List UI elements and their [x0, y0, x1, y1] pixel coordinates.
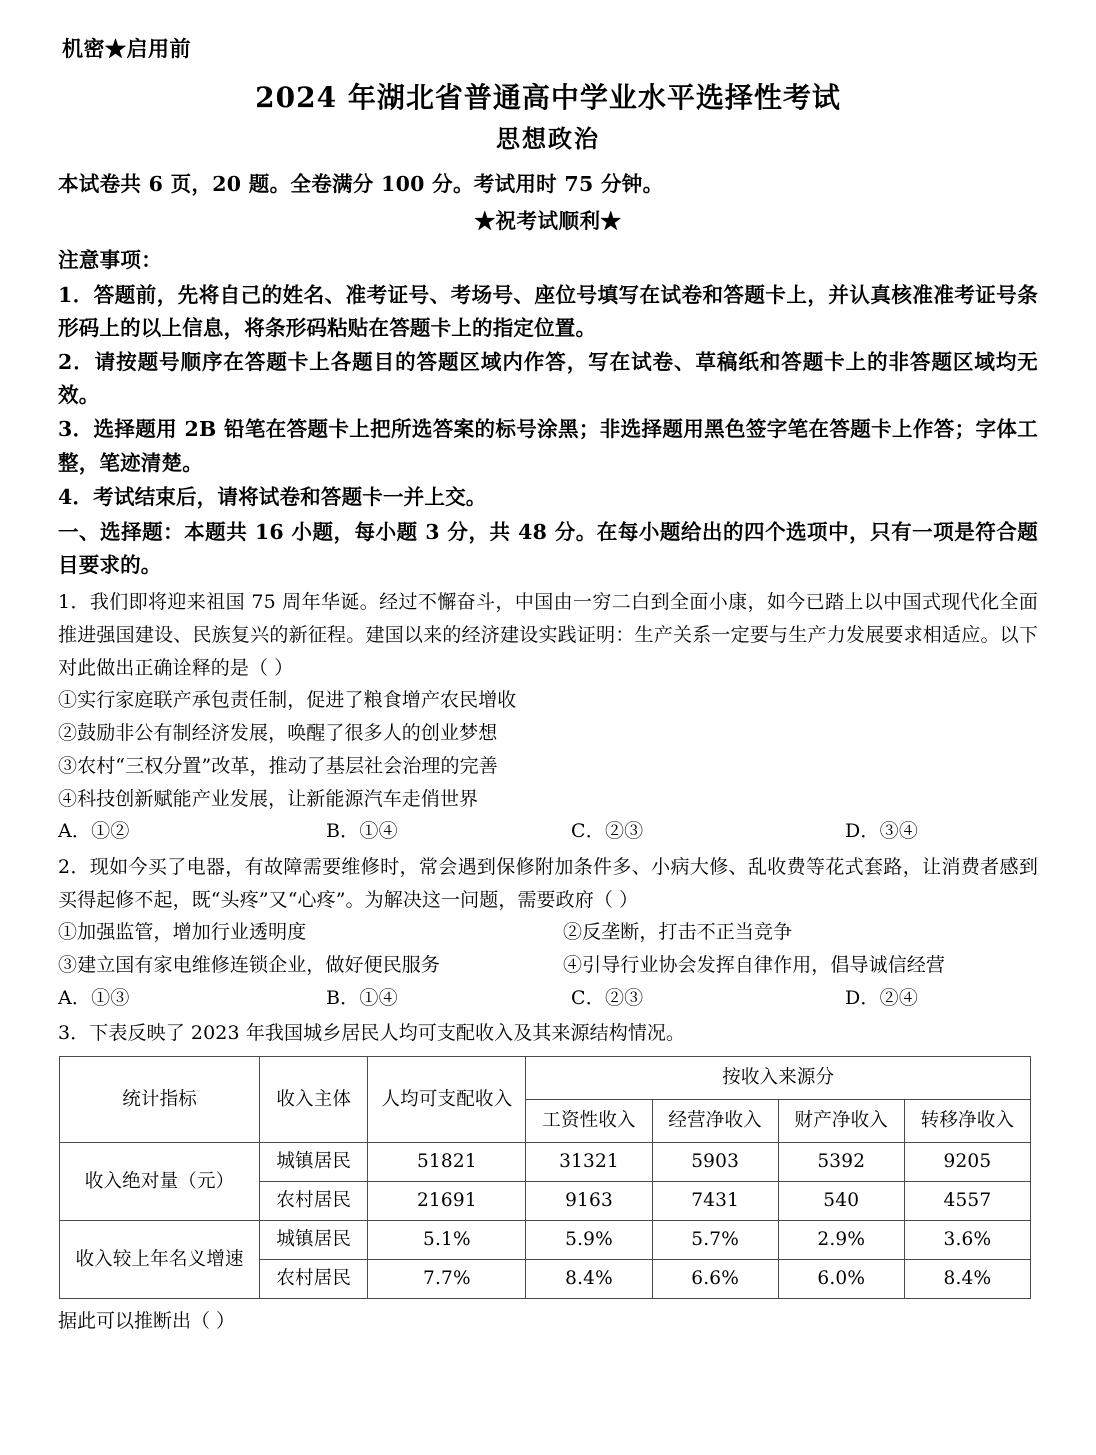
table-header-source-group: 按收入来源分 [526, 1057, 1031, 1100]
table-cell-business: 5.7% [652, 1221, 778, 1260]
table-cell-property: 6.0% [778, 1260, 904, 1299]
question-2-sub-row-2 [58, 949, 1038, 982]
question-1 [58, 586, 1038, 849]
table-header-row-1 [60, 1057, 1031, 1100]
question-2-sub-3: ③建立国有家电维修连锁企业，做好便民服务 [58, 954, 441, 976]
table-cell-wage: 9163 [526, 1182, 652, 1221]
question-2-option-d[interactable]: D．②④ [845, 986, 919, 1009]
table-cell-property: 540 [778, 1182, 904, 1221]
question-1-option-b[interactable]: B．①④ [326, 820, 398, 843]
notice-heading: 注意事项： [58, 247, 162, 272]
table-header-indicator: 统计指标 [60, 1057, 260, 1143]
table-cell-total: 7.7% [368, 1260, 526, 1299]
question-1-sub-4: ④科技创新赋能产业发展，让新能源汽车走俏世界 [58, 787, 479, 810]
table-cell-wage: 5.9% [526, 1221, 652, 1260]
table-header-source-business: 经营净收入 [652, 1100, 778, 1143]
table-cell-total: 21691 [368, 1182, 526, 1221]
question-1-sub-2: ②鼓励非公有制经济发展，唤醒了很多人的创业梦想 [58, 722, 498, 745]
table-cell-business: 6.6% [652, 1260, 778, 1299]
table-header-source-property: 财产净收入 [778, 1100, 904, 1143]
table-cell-transfer: 3.6% [904, 1221, 1030, 1260]
question-1-options [58, 815, 1038, 849]
question-2-sub-2: ②反垄断，打击不正当竞争 [563, 921, 793, 944]
table-header-subject: 收入主体 [260, 1057, 368, 1143]
table-cell-property: 2.9% [778, 1221, 904, 1260]
table-cell-business: 5903 [652, 1143, 778, 1182]
table-cell-transfer: 9205 [904, 1143, 1030, 1182]
question-2-option-c[interactable]: C．②③ [571, 986, 644, 1009]
table-cell-total: 5.1% [368, 1221, 526, 1260]
table-cell-subject: 城镇居民 [260, 1221, 368, 1260]
table-cell-subject: 农村居民 [260, 1260, 368, 1299]
table-cell-transfer: 8.4% [904, 1260, 1030, 1299]
table-group-label-absolute: 收入绝对量（元） [60, 1143, 260, 1221]
income-statistics-table [59, 1056, 1031, 1299]
table-cell-wage: 31321 [526, 1143, 652, 1182]
table-cell-property: 5392 [778, 1143, 904, 1182]
question-1-option-a[interactable]: A．①② [58, 820, 130, 843]
question-3 [58, 1017, 1038, 1338]
table-row [60, 1221, 1031, 1260]
table-cell-total: 51821 [368, 1143, 526, 1182]
table-cell-wage: 8.4% [526, 1260, 652, 1299]
question-2-sub-4: ④引导行业协会发挥自律作用，倡导诚信经营 [563, 954, 946, 976]
table-cell-subject: 农村居民 [260, 1182, 368, 1221]
table-cell-transfer: 4557 [904, 1182, 1030, 1221]
notice-item-4: 4．考试结束后，请将试卷和答题卡一并上交。 [58, 484, 487, 509]
question-2-option-b[interactable]: B．①④ [326, 986, 398, 1009]
question-2-option-a[interactable]: A．①③ [58, 986, 130, 1009]
subject-title: 思想政治 [496, 123, 600, 153]
notice-item-2: 2．请按题号顺序在答题卡上各题目的答题区域内作答，写在试卷、草稿纸和答题卡上的非答题区域均无效。 [58, 350, 1038, 408]
table-header-total: 人均可支配收入 [368, 1057, 526, 1143]
question-2-options [58, 982, 1038, 1016]
confidential-marker: 机密★启用前 [62, 36, 191, 61]
table-cell-business: 7431 [652, 1182, 778, 1221]
notice-item-1: 1．答题前，先将自己的姓名、准考证号、考场号、座位号填写在试卷和答题卡上，并认真核准准考证号条形码上的以上信息，将条形码粘贴在答题卡上的指定位置。 [58, 282, 1038, 340]
question-1-stem: 1．我们即将迎来祖国 75 周年华诞。经过不懈奋斗，中国由一穷二白到全面小康，如今已踏上以中国式现代化全面推进强国建设、民族复兴的新征程。建国以来的经济建设实践证明：生产关系一定要与生产力发展要求相适应。以下对此做出正确诠释的是（ ） [58, 591, 1038, 679]
table-group-label-growth: 收入较上年名义增速 [60, 1221, 260, 1299]
question-1-option-c[interactable]: C．②③ [571, 820, 644, 843]
table-cell-subject: 城镇居民 [260, 1143, 368, 1182]
question-1-sub-3: ③农村“三权分置”改革，推动了基层社会治理的完善 [58, 754, 498, 777]
question-1-sub-1: ①实行家庭联产承包责任制，促进了粮食增产农民增收 [58, 689, 517, 712]
table-header-source-wage: 工资性收入 [526, 1100, 652, 1143]
section-one-heading: 一、选择题：本题共 16 小题，每小题 3 分，共 48 分。在每小题给出的四个选项中，只有一项是符合题目要求的。 [58, 520, 1038, 578]
question-2-sub-row-1 [58, 916, 1038, 949]
question-2 [58, 851, 1038, 1016]
question-1-option-d[interactable]: D．③④ [845, 820, 919, 843]
exam-meta-line: 本试卷共 6 页，20 题。全卷满分 100 分。考试用时 75 分钟。 [58, 172, 664, 197]
question-2-sub-1: ①加强监管，增加行业透明度 [58, 921, 307, 944]
question-3-after-table: 据此可以推断出（ ） [58, 1310, 236, 1333]
income-table-wrapper [58, 1056, 1038, 1299]
question-3-stem: 3．下表反映了 2023 年我国城乡居民人均可支配收入及其来源结构情况。 [58, 1022, 686, 1045]
page-title: 2024 年湖北省普通高中学业水平选择性考试 [255, 81, 841, 115]
good-luck-line: ★祝考试顺利★ [474, 209, 622, 234]
table-header-source-transfer: 转移净收入 [904, 1100, 1030, 1143]
table-row [60, 1143, 1031, 1182]
question-2-stem: 2．现如今买了电器，有故障需要维修时，常会遇到保修附加条件多、小病大修、乱收费等花式套路，让消费者感到买得起修不起，既“头疼”又“心疼”。为解决这一问题，需要政府（ ） [58, 855, 1038, 911]
notice-item-3: 3．选择题用 2B 铅笔在答题卡上把所选答案的标号涂黑；非选择题用黑色签字笔在答题卡上作答；字体工整，笔迹清楚。 [58, 417, 1038, 475]
